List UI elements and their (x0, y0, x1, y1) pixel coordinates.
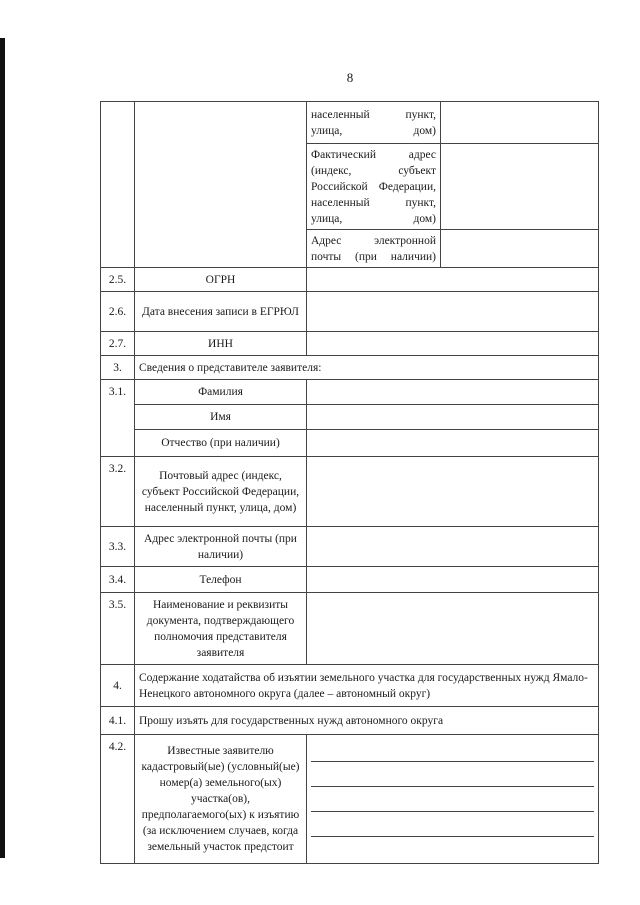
field-value[interactable] (307, 380, 599, 405)
row-number: 3.2. (101, 457, 135, 527)
table-row (101, 380, 599, 405)
scan-edge (0, 38, 5, 858)
row-number: 4.2. (101, 735, 135, 864)
table-row (101, 430, 599, 457)
field-label: населенный пункт, улица, дом) (307, 102, 441, 144)
table-row (101, 457, 599, 527)
field-value[interactable] (307, 430, 599, 457)
page-number: 8 (346, 70, 354, 85)
field-label: Адрес электронной почты (при наличии) (307, 230, 441, 268)
field-value[interactable] (307, 735, 599, 864)
field-label: Фактический адрес (индекс, субъект Российской Федерации, населенный пункт, улица, дом) (307, 144, 441, 230)
section-heading: Прошу изъять для государственных нужд автономного округа (135, 707, 599, 735)
cadastral-number-lines (311, 737, 594, 861)
table-row (101, 527, 599, 567)
row-number: 2.7. (101, 332, 135, 356)
field-value[interactable] (441, 144, 599, 230)
table-row (101, 707, 599, 735)
row-number: 4. (101, 665, 135, 707)
field-value[interactable] (307, 527, 599, 567)
row-number: 4.1. (101, 707, 135, 735)
field-value[interactable] (307, 457, 599, 527)
table-row (101, 735, 599, 864)
table-row (101, 102, 599, 144)
application-form-table (100, 101, 599, 864)
field-line[interactable] (311, 837, 594, 861)
row-label-cell (135, 102, 307, 268)
field-value[interactable] (441, 102, 599, 144)
table-row (101, 332, 599, 356)
field-line[interactable] (311, 737, 594, 762)
field-label: Почтовый адрес (индекс, субъект Российской Федерации, населенный пункт, улица, дом) (135, 457, 307, 527)
table-row (101, 268, 599, 292)
table-row (101, 567, 599, 593)
field-label: Адрес электронной почты (при наличии) (135, 527, 307, 567)
row-number: 3.4. (101, 567, 135, 593)
row-number: 3.1. (101, 380, 135, 457)
field-line[interactable] (311, 762, 594, 787)
table-row (101, 356, 599, 380)
field-value[interactable] (441, 230, 599, 268)
section-heading: Содержание ходатайства об изъятии земельного участка для государственных нужд Ямало-Ненецкого автономного округа (далее – автономный округ) (135, 665, 599, 707)
section-heading: Сведения о представителе заявителя: (135, 356, 599, 380)
row-number: 3.3. (101, 527, 135, 567)
field-label: Фамилия (135, 380, 307, 405)
field-value[interactable] (307, 405, 599, 430)
field-value[interactable] (307, 567, 599, 593)
table-row (101, 665, 599, 707)
field-label: Наименование и реквизиты документа, подтверждающего полномочия представителя заявителя (135, 593, 307, 665)
field-label: Известные заявителю кадастровый(ые) (условный(ые) номер(а) земельного(ых) участка(ов), предполагаемого(ых) к изъятию (за исключением случаев, когда земельный участок предстоит (135, 735, 307, 864)
field-label: ИНН (135, 332, 307, 356)
field-label: Отчество (при наличии) (135, 430, 307, 457)
field-value[interactable] (307, 268, 599, 292)
field-line[interactable] (311, 787, 594, 812)
table-row (101, 405, 599, 430)
field-line[interactable] (311, 812, 594, 837)
field-value[interactable] (307, 292, 599, 332)
row-number: 3. (101, 356, 135, 380)
row-number: 3.5. (101, 593, 135, 665)
field-label: ОГРН (135, 268, 307, 292)
row-number: 2.5. (101, 268, 135, 292)
field-label: Дата внесения записи в ЕГРЮЛ (135, 292, 307, 332)
row-number: 2.6. (101, 292, 135, 332)
field-value[interactable] (307, 593, 599, 665)
row-number-cell (101, 102, 135, 268)
table-row (101, 593, 599, 665)
field-value[interactable] (307, 332, 599, 356)
field-label: Телефон (135, 567, 307, 593)
field-label: Имя (135, 405, 307, 430)
table-row (101, 292, 599, 332)
